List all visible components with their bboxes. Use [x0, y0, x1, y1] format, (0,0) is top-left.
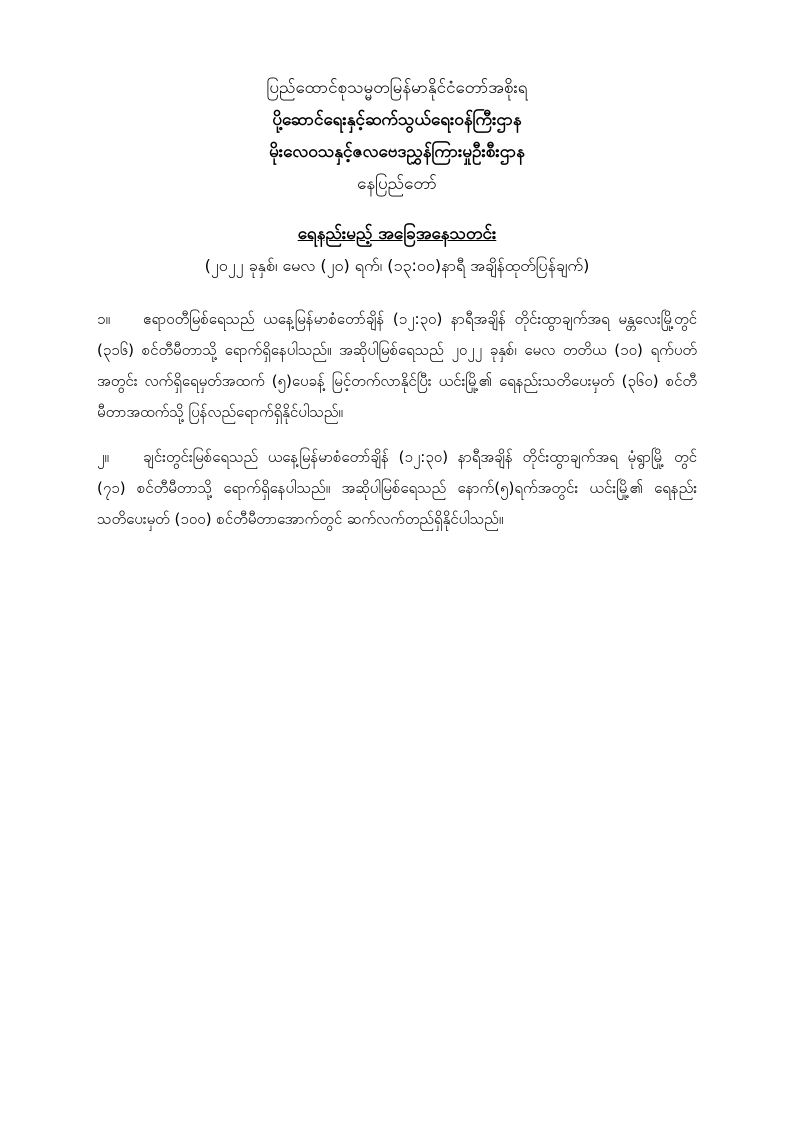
government-line: ပြည်ထောင်စုသမ္မတမြန်မာနိုင်ငံတော်အစိုးရ [266, 78, 528, 98]
issue-time: (၂၀၂၂ ခုနှစ်၊ မေလ (၂၀) ရက်၊ (၁၃:၀၀)နာရီ အချိန်ထုတ်ပြန်ချက်) [204, 256, 590, 275]
paragraph-number: ၁။ [97, 310, 110, 328]
bulletin-title-block [0, 218, 794, 282]
department-line: မိုးလေဝသနှင့်ဇလဗေဒညွှန်ကြားမှုဦးစီးဌာန [269, 142, 525, 162]
paragraph-text: ဧရာဝတီမြစ်ရေသည် ယနေ့မြန်မာစံတော်ချိန် (၁၂:၃၀) နာရီအချိန် တိုင်းထွာချက်အရ မန္တလေးမြို့တွင် (၃၁၆) စင်တီမီတာသို့ ရောက်ရှိနေပါသည်။ အဆိုပါမြစ်ရေသည် ၂၀၂၂ ခုနှစ်၊ မေလ တတိယ (၁၀) ရက်ပတ်အတွင်း လက်ရှိရေမှတ်အထက် (၅)ပေခန့် မြင့်တက်လာနိုင်ပြီး ယင်းမြို့၏ ရေနည်းသတိပေးမှတ် (၃၆၀) စင်တီမီတာအထက်သို့ ပြန်လည်ရောက်ရှိနိုင်ပါသည်။ [97, 310, 697, 421]
letterhead [0, 72, 794, 200]
paragraph-1 [97, 304, 697, 428]
paragraph-text: ချင်းတွင်းမြစ်ရေသည် ယနေ့မြန်မာစံတော်ချိန် (၁၂:၃၀) နာရီအချိန် တိုင်းထွာချက်အရ မုံရွာမြို့ တွင် (၇၁) စင်တီမီတာသို့ ရောက်ရှိနေပါသည်။ အဆိုပါမြစ်ရေသည် နောက်(၅)ရက်အတွင်း ယင်းမြို့၏ ရေနည်းသတိပေးမှတ် (၁၀၀) စင်တီမီတာအောက်တွင် ဆက်လက်တည်ရှိနိုင်ပါသည်။ [97, 448, 697, 528]
paragraph-number: ၂။ [97, 448, 109, 466]
city-line: နေပြည်တော် [357, 174, 437, 194]
bulletin-title: ရေနည်းမည့် အခြေအနေသတင်း [297, 224, 497, 244]
ministry-line: ပို့ဆောင်ရေးနှင့်ဆက်သွယ်ရေးဝန်ကြီးဌာန [272, 110, 522, 130]
paragraph-2 [97, 442, 697, 535]
